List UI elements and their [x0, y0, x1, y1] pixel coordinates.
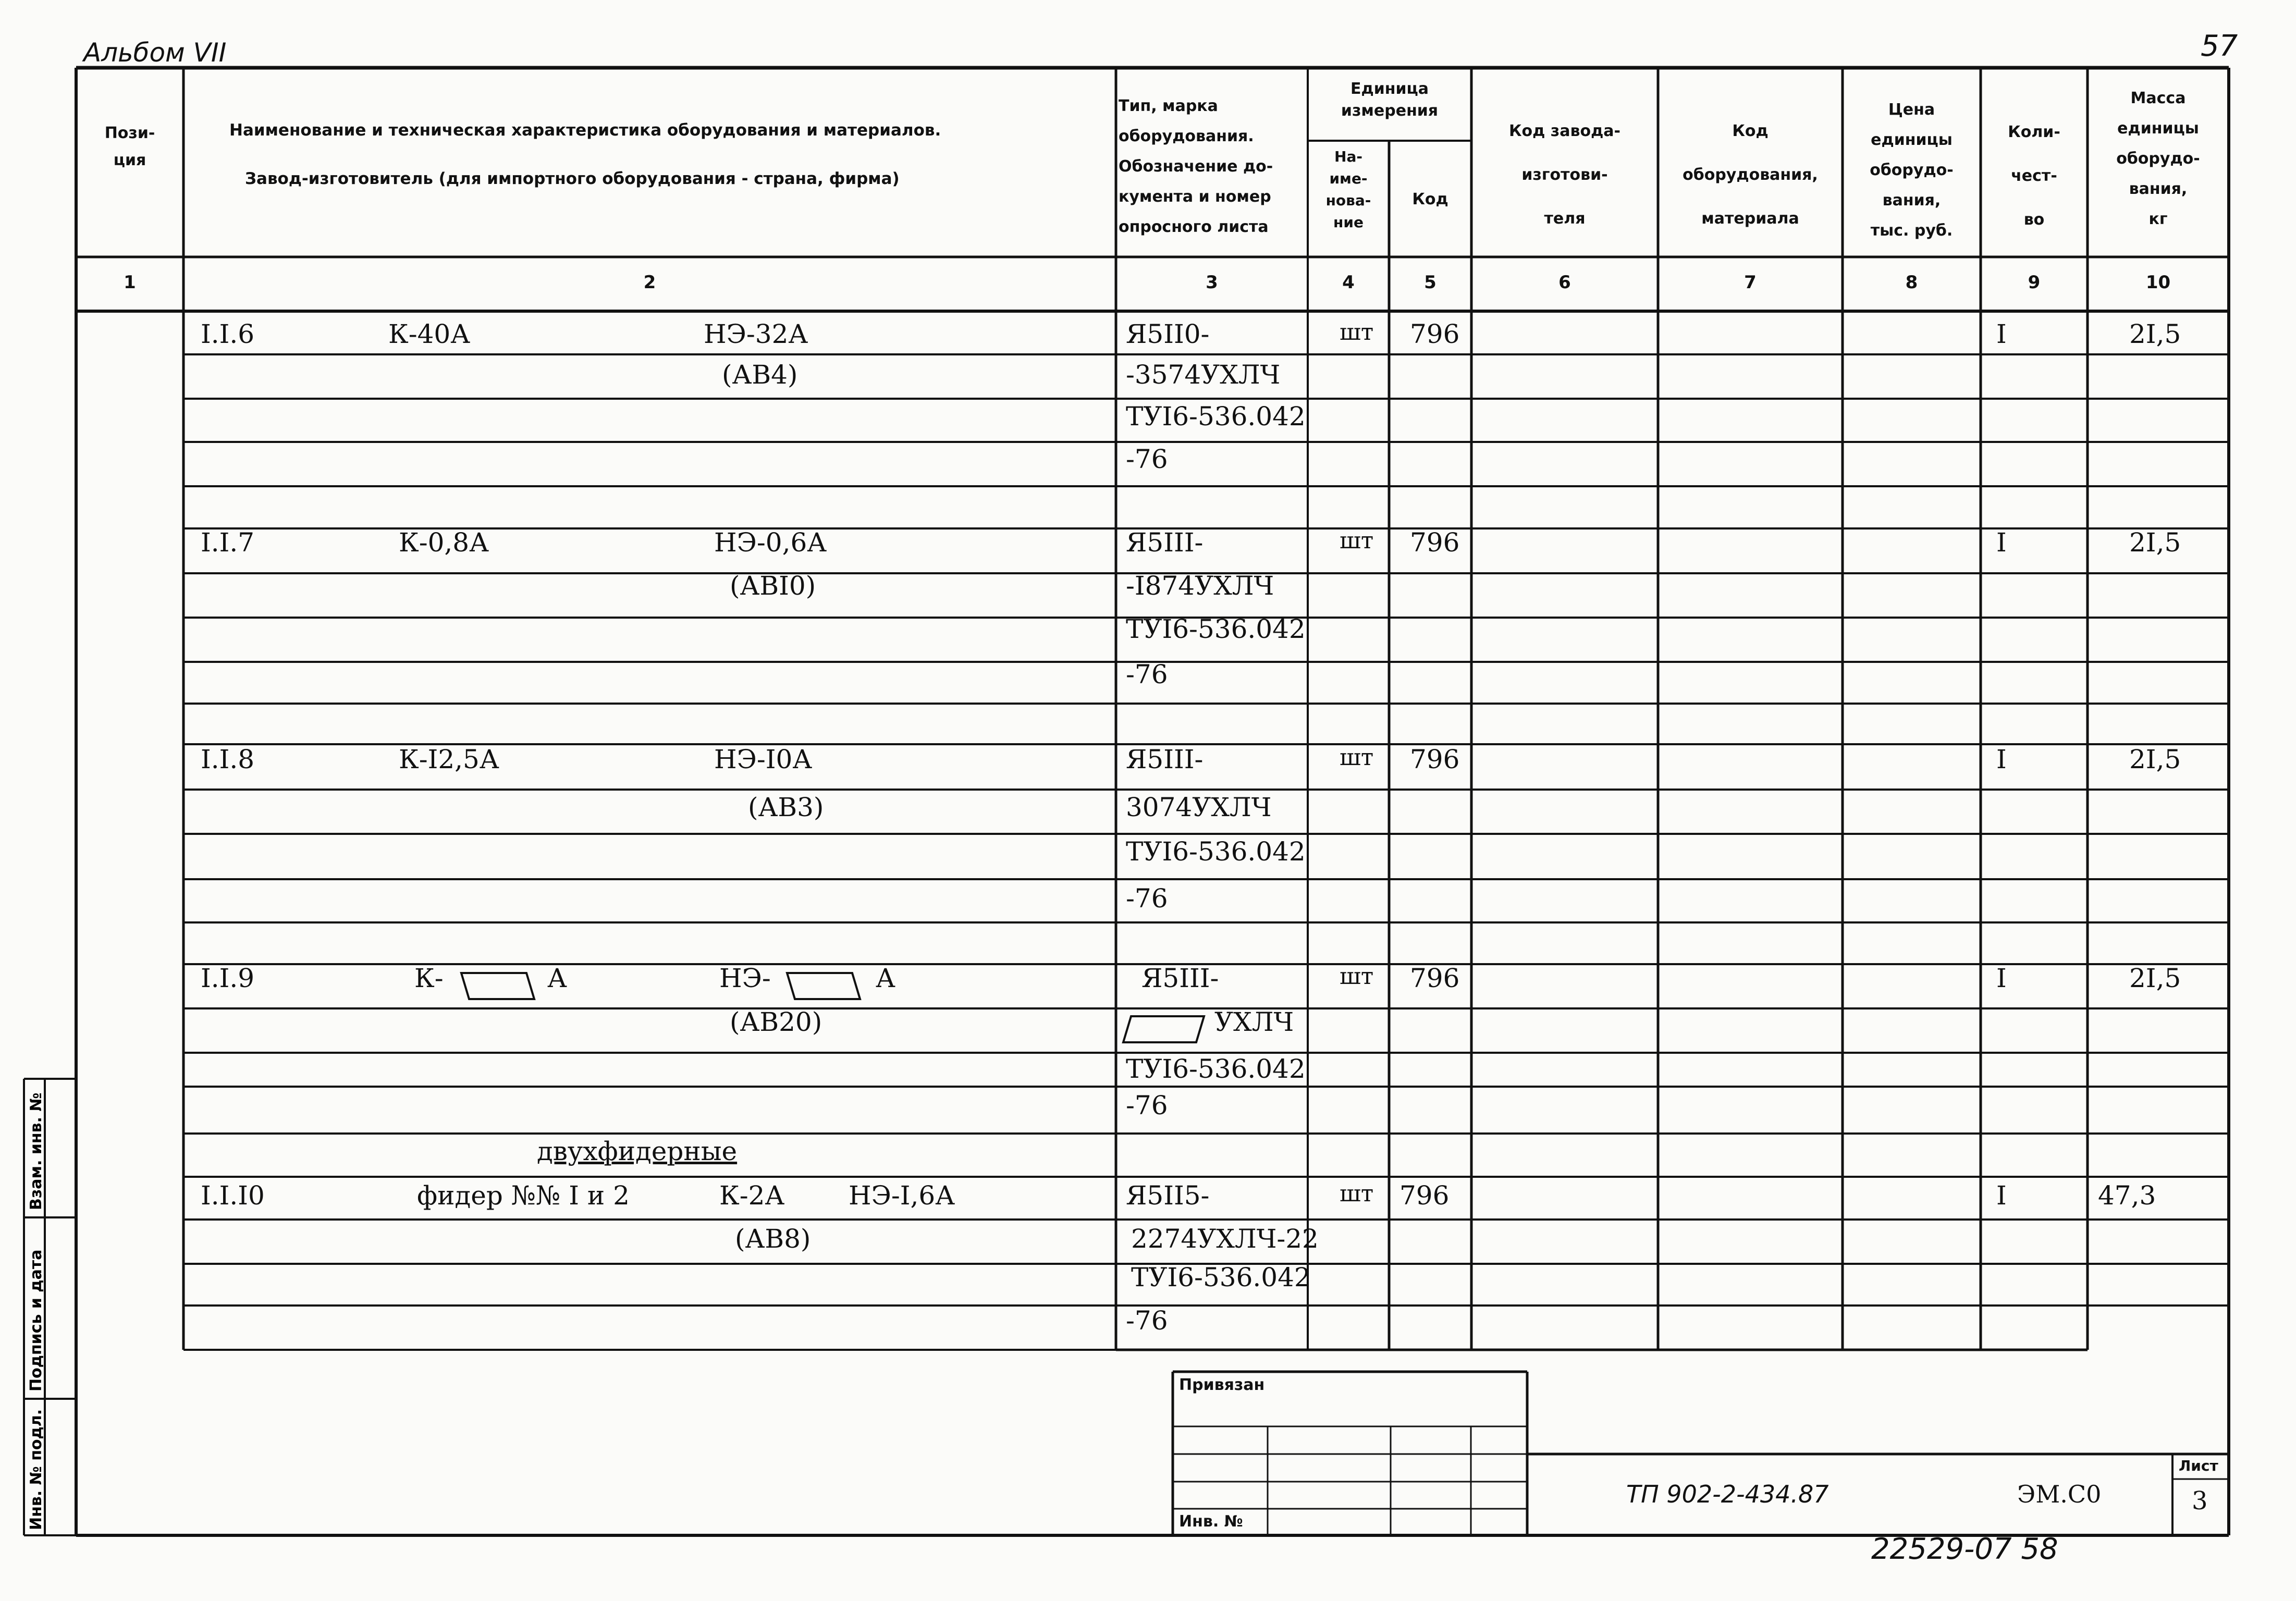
unit-name: шт — [1340, 963, 1374, 990]
type-line: ТУI6-536.042 — [1126, 614, 1306, 644]
column-number: 6 — [1558, 272, 1571, 293]
header-unit-name: На- име- нова- ние — [1325, 148, 1371, 231]
type-line: -76 — [1126, 1306, 1168, 1336]
column-number: 1 — [124, 272, 136, 293]
circuit-label: (АВ8) — [735, 1224, 811, 1254]
type-line: Я5II0- — [1126, 319, 1210, 349]
mass: 2I,5 — [2129, 319, 2181, 349]
header-name-line2: Завод-изготовитель (для импортного оборудования - страна, фирма) — [245, 169, 900, 188]
header-quantity: Коли- чест- во — [2008, 123, 2060, 229]
type-line: ТУI6-536.042 — [1126, 401, 1306, 432]
position-cell: I.I.6 — [201, 319, 255, 349]
position-cell: I.I.9 — [201, 963, 255, 993]
column-number: 5 — [1424, 272, 1436, 293]
mass: 2I,5 — [2129, 527, 2181, 558]
unit-code: 796 — [1399, 1180, 1450, 1211]
circuit-label: (АВI0) — [730, 571, 816, 601]
header-factory-code: Код завода- изготови- теля — [1509, 122, 1620, 228]
rating-k: К-2А — [719, 1180, 785, 1211]
rating-ne: НЭ-I,6А — [849, 1180, 955, 1211]
type-line: Я5III- — [1126, 527, 1204, 558]
unit-name: шт — [1340, 744, 1374, 771]
group-heading: двухфидерные — [537, 1136, 738, 1166]
circuit-label: (АВ3) — [748, 792, 824, 822]
circuit-label: (АВ4) — [722, 360, 798, 390]
type-line: Я5II5- — [1126, 1180, 1210, 1211]
type-line: 2274УХЛЧ-22 — [1131, 1224, 1319, 1254]
type-line: ТУI6-536.042 — [1126, 1054, 1306, 1084]
type-line: -76 — [1126, 659, 1168, 689]
mass: 2I,5 — [2129, 744, 2181, 774]
type-line: -I874УХЛЧ — [1126, 571, 1274, 601]
blank-value-box — [461, 973, 534, 999]
position-cell: I.I.I0 — [201, 1180, 265, 1211]
column-number: 2 — [643, 272, 656, 293]
type-line: ТУI6-536.042 — [1126, 836, 1306, 867]
type-line: УХЛЧ — [1214, 1007, 1294, 1037]
column-number: 4 — [1342, 272, 1355, 293]
column-number: 8 — [1905, 272, 1918, 293]
unit-code: 796 — [1410, 963, 1460, 993]
quantity: I — [1996, 744, 2007, 774]
rating-ne: НЭ-I0А — [714, 744, 813, 774]
header-type: Тип, марка оборудования. Обозначение до- кумента и номер опросного листа — [1119, 97, 1273, 236]
rating-k-suffix: А — [547, 963, 567, 993]
sheet-number: 3 — [2192, 1486, 2208, 1516]
type-line: Я5III- — [1141, 963, 1219, 993]
mass: 2I,5 — [2129, 963, 2181, 993]
circuit-label: (АВ20) — [730, 1007, 822, 1037]
document-mark: ЭМ.С0 — [2017, 1480, 2102, 1508]
header-position: Пози- ция — [104, 124, 155, 169]
blank-value-box — [1123, 1016, 1204, 1042]
bound-label: Привязан — [1179, 1376, 1265, 1394]
column-number: 10 — [2145, 272, 2171, 293]
type-line: -3574УХЛЧ — [1126, 360, 1281, 390]
page-number: 57 — [2201, 29, 2238, 63]
header-unit-group: Единица измерения — [1341, 80, 1439, 120]
rating-ne-prefix: НЭ- — [719, 963, 771, 993]
rating-ne: НЭ-0,6А — [714, 527, 827, 558]
type-line: -76 — [1126, 444, 1168, 474]
rating-k: К-40А — [388, 319, 471, 349]
document-code: ТП 902-2-434.87 — [1626, 1480, 1829, 1508]
rating-k-prefix: К- — [414, 963, 444, 993]
quantity: I — [1996, 319, 2007, 349]
side-label-sign-date: Подпись и дата — [27, 1249, 45, 1391]
unit-code: 796 — [1410, 744, 1460, 774]
album-label: Альбом VII — [83, 38, 227, 68]
quantity: I — [1996, 527, 2007, 558]
type-line: -76 — [1126, 883, 1168, 914]
type-line: 3074УХЛЧ — [1126, 792, 1272, 822]
header-equipment-code: Код оборудования, материала — [1683, 122, 1818, 228]
quantity: I — [1996, 963, 2007, 993]
type-line: ТУI6-536.042 — [1131, 1262, 1311, 1292]
sheet-label: Лист — [2179, 1457, 2218, 1474]
side-label-inv-sub: Инв. № подл. — [27, 1409, 45, 1530]
unit-name: шт — [1340, 527, 1374, 554]
side-label-replacement: Взам. инв. № — [27, 1092, 45, 1210]
rating-k: К-I2,5А — [399, 744, 499, 774]
quantity: I — [1996, 1180, 2007, 1211]
type-line: -76 — [1126, 1090, 1168, 1120]
header-name-line1: Наименование и техническая характеристика оборудования и материалов. — [229, 121, 941, 140]
rating-ne: НЭ-32А — [704, 319, 808, 349]
type-line: Я5III- — [1126, 744, 1204, 774]
mass: 47,3 — [2098, 1180, 2156, 1211]
header-mass: Масса единицы оборудо- вания, кг — [2116, 89, 2200, 228]
column-number: 7 — [1744, 272, 1757, 293]
unit-code: 796 — [1410, 527, 1460, 558]
rating-k: К-0,8А — [399, 527, 489, 558]
blank-value-box — [787, 973, 860, 999]
header-price: Цена единицы оборудо- вания, тыс. руб. — [1870, 101, 1954, 240]
column-number: 9 — [2028, 272, 2041, 293]
unit-name: шт — [1340, 319, 1374, 346]
rating-ne-suffix: А — [876, 963, 895, 993]
unit-code: 796 — [1410, 319, 1460, 349]
column-number: 3 — [1206, 272, 1218, 293]
inventory-label: Инв. № — [1179, 1512, 1243, 1531]
position-cell: I.I.8 — [201, 744, 255, 774]
footer-number: 22529-07 58 — [1871, 1532, 2058, 1566]
feeder-label: фидер №№ I и 2 — [417, 1180, 630, 1211]
unit-name: шт — [1340, 1180, 1374, 1207]
position-cell: I.I.7 — [201, 527, 255, 558]
header-unit-code: Код — [1412, 190, 1448, 208]
